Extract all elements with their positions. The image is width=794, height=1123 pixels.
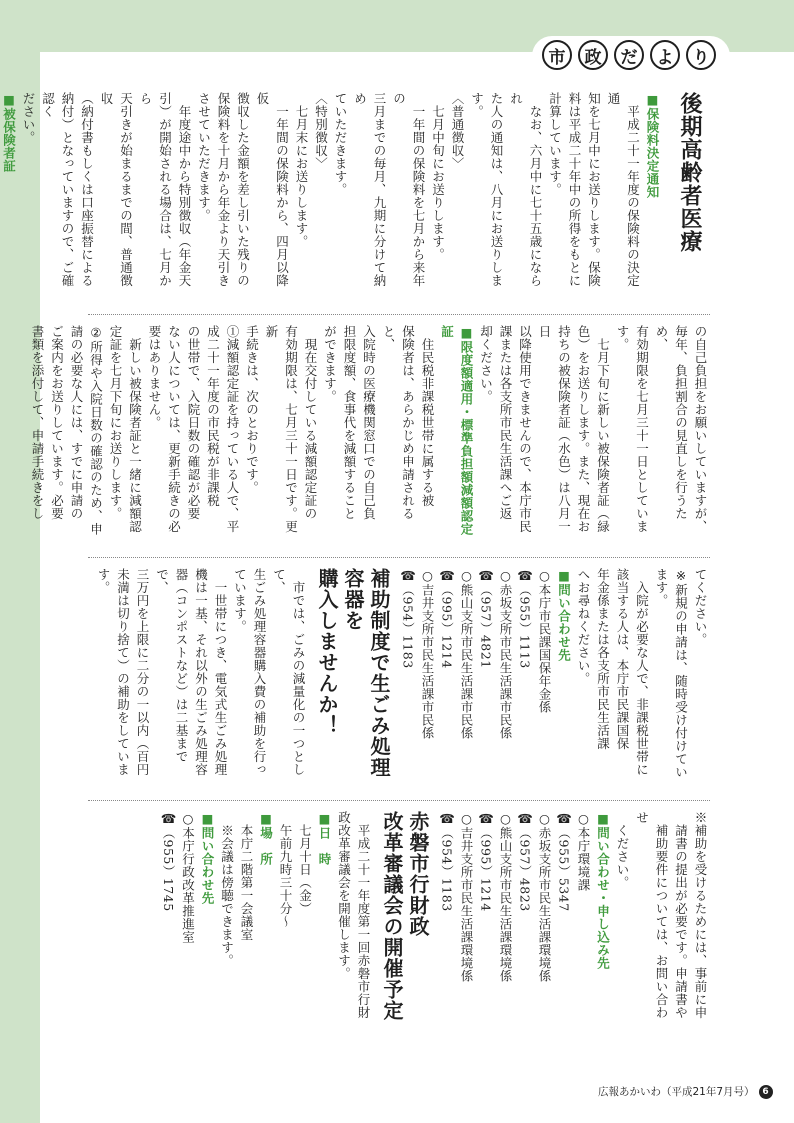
- body-text: の自己負担をお願いしていますが、 毎年、負担割合の見直しを行うため、 有効期限を七月三十一日としていま す。 七月下旬に新しい被保険者証（緑 色）をお送りします。また、現在お 持ちの被保険者証（水色）は八月一日 以降使用できませんので、本庁市民 課または各支所市民生活課へご返 却ください。: [478, 325, 708, 533]
- body-text: ①減額認定証を持っている人で、平 成二十一年度の市民税が非課税 の世帯で、入院日数の確認が必要 ない人については、更新手続きの必 要はありません。 新しい被保険者証と一緒に減額認 定証を七月下旬にお送りします。 ②所得や入院日数の確認のため、申 請の必要な人には、すでに申請の ご案内をお送りしています。必要 書類を添付して、申請手続きをし: [30, 325, 240, 536]
- section-heading: ■限度額適用・標準負担額減額認定証: [439, 325, 474, 536]
- section-heading: ■問い合わせ・申し込み先: [595, 811, 611, 970]
- header-char: 政: [578, 40, 608, 70]
- article-title: 後期高齢者医療: [677, 92, 702, 253]
- body-text: 市では、ごみの減量化の一つとして、 生ごみ処理容器購入費の補助を行っ ています。 一世帯につき、電気式生ごみ処理 機は一基、それ以外の生ごみ処理容 器（コンポストなど）は二基までで、 三万円を上限に二分の一以内（百円 未満は切り捨て）の補助をしていま す。: [96, 568, 306, 776]
- contact-list: ○本庁市民課国保年金係 ☎（955）1113 ○赤坂支所市民生活課市民係 ☎（957）4821 ○熊山支所市民生活課市民係 ☎（995）1214 ○吉井支所市民生活課市民係 ☎（954）1183: [400, 568, 552, 740]
- body-text: 七月十日（金） 午前九時三十分～: [278, 824, 313, 928]
- header-char: よ: [650, 40, 680, 70]
- body-text: 平成二十一年度の保険料の決定通 知を七月中にお送りします。保険 料は平成二十年中の所得をもとに 計算しています。 なお、六月中に七十五歳になられ た人の通知は、八月にお送りします。: [469, 92, 641, 287]
- subheading: 〈普通徴収〉: [450, 92, 465, 170]
- section-heading: ■問い合わせ先: [556, 568, 572, 662]
- article-koki: [1, 92, 710, 304]
- header-char: だ: [614, 40, 644, 70]
- body-text: 平成二十一年度第一回赤磐市行財 政改革審議会を開催します。: [336, 811, 371, 1019]
- section-header: [542, 40, 716, 70]
- contact-list: ○本庁行政改革推進室 ☎（955）1745: [161, 811, 196, 944]
- body-text: てください。 ※新規の申請は、随時受け付けてい ます。 入院が必要な人で、非課税世帯に 該当する人は、本庁市民課国保 年金係または各支所市民生活課 へお尋ねください。: [576, 568, 708, 779]
- contact-list: ○本庁環境課 ☎（955）5347 ○赤坂支所市民生活課環境係 ☎（957）4823 ○熊山支所市民生活課環境係 ☎（995）1214 ○吉井支所市民生活課環境係 ☎（954）1183: [439, 811, 591, 983]
- divider: [88, 314, 710, 315]
- divider: [88, 557, 710, 558]
- section-heading: ■問い合わせ先: [200, 811, 215, 905]
- section-heading: ■被保険者証: [1, 92, 17, 173]
- article-title: 赤磐市行財政 改革審議会の開催予定: [380, 811, 430, 1021]
- subheading: 〈特別徴収〉: [313, 92, 329, 170]
- body-text: 本庁二階第一会議室 ※会議は傍聴できます。: [219, 824, 254, 967]
- section-heading: ■保険料決定通知: [645, 92, 660, 199]
- header-char: 市: [542, 40, 572, 70]
- body-text: ※補助を受けるためには、事前に申 請書の提出が必要です。申請書や 補助要件については、お問い合わせ ください。: [615, 811, 708, 1019]
- body-text: 七月末にお送りします。 一年間の保険料から、四月以降仮 徴収した金額を差し引いた残りの 保険料を十月から年金より天引き させていただきます。 年度途中から特別徴収（年金天 引）が開始される場合は、七月から 天引きが始まるまでの間、普通徴収 （納付書もしくは口座振替による 納付）となっていますので、ご確認く ださい。: [21, 92, 309, 287]
- body-text: 住民税非課税世帯に属する被 保険者は、あらかじめ申請されると、 入院時の医療機関窓口での自己負 担限度額、食事代を減額すること ができます。 現在交付している減額認定証の 有効期限は、七月三十一日です。更新 手続きは、次のとおりです。: [244, 325, 435, 533]
- section-heading: ■日 時: [317, 811, 332, 866]
- article-gyozaisei: [88, 811, 710, 1051]
- page-footer: [598, 1084, 773, 1099]
- body-text: 七月中旬にお送りします。 一年間の保険料を七月から来年の 三月までの毎月、九期に分けて納め ていただきます。: [333, 92, 446, 287]
- divider: [88, 800, 710, 801]
- footer-text: 広報あかいわ（平成21年7月号）: [598, 1086, 755, 1098]
- section-heading: ■場 所: [258, 811, 274, 866]
- article-continued: [30, 325, 710, 547]
- article-gomi: [88, 568, 710, 790]
- header-char: り: [686, 40, 716, 70]
- article-title: 補助制度で生ごみ処理容器を 購入しませんか！: [315, 568, 391, 778]
- page-number: 6: [759, 1085, 773, 1099]
